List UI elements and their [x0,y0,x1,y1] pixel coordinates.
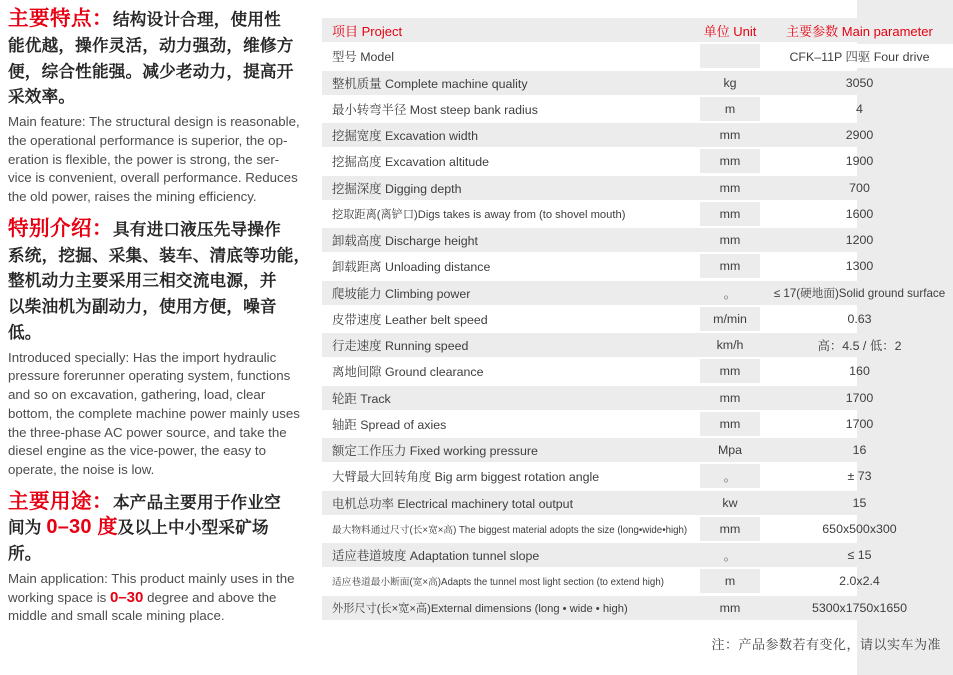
unit-cell: 。 [700,543,760,567]
english-paragraph: Main application: This product mainly uses in the working space is 0–30 degree and above the middle and small scale mining place. [8,571,295,624]
value-cell: ≤ 15 [847,548,872,562]
table-row [322,149,953,173]
project-cell: 卸载高度 Discharge height [332,234,478,248]
value-cell: 2900 [845,128,874,142]
unit-cell: m [700,569,760,593]
table-rows [322,18,953,620]
value-cell: 1300 [766,254,953,278]
table-row [322,543,953,567]
table-row [322,254,953,278]
value-cell: 2.0x2.4 [766,569,953,593]
section-heading: 主要用途： [8,489,113,513]
unit-cell: m/min [700,307,760,331]
unit-cell: kg [700,71,760,95]
highlight-text: 0–30 度 [46,516,118,539]
unit-cell: mm [700,517,760,541]
unit-cell: m [700,97,760,121]
project-cell: 离地间隙 Ground clearance [322,359,695,383]
table-row [322,569,953,593]
table-row [322,333,953,357]
project-cell: 卸载距离 Unloading distance [322,254,695,278]
table-row [322,307,953,331]
table-row [322,412,953,436]
project-cell: 外形尺寸(长×宽×高)External dimensions (long • wide • high) [332,602,628,615]
project-cell: 最小转弯半径 Most steep bank radius [322,97,695,121]
unit-cell: Mpa [700,438,760,462]
table-row [322,71,953,95]
table-row [322,123,953,147]
header-param: 主要参数 Main parameter [786,23,933,39]
unit-cell: mm [700,149,760,173]
unit-cell: mm [700,228,760,252]
footnote: 注：产品参数若有变化，请以实车为准 [711,637,941,652]
table-row [322,281,953,305]
unit-cell: 。 [700,464,760,488]
table-row [322,228,953,252]
unit-cell: mm [700,176,760,200]
unit-cell: mm [700,596,760,620]
table-row [322,386,953,410]
value-cell: 650x500x300 [766,517,953,541]
chinese-paragraph: 特别介绍：具有进口液压先导操作 系统，挖掘、采集、装车、清底等功能， 整机动力主要采用三相交流电源，并 以柴油机为副动力，使用方便，噪音 低。 [8,216,311,342]
features-panel [8,6,312,635]
project-cell: 电机总功率 Electrical machinery total output [332,496,574,511]
spec-table [322,0,953,675]
value-cell: 0.63 [766,307,953,331]
unit-cell: mm [700,254,760,278]
header-project: 项目 Project [332,23,403,39]
unit-cell: kw [700,491,760,515]
project-cell: 皮带速度 Leather belt speed [322,307,695,331]
unit-cell: mm [700,202,760,226]
value-cell: 高：4.5 / 低：2 [817,339,902,353]
section-heading: 主要特点： [8,7,113,30]
unit-cell: mm [700,386,760,410]
value-cell: ± 73 [766,464,953,488]
table-row [322,491,953,515]
feature-section [8,489,312,627]
value-cell: 160 [766,359,953,383]
value-cell: 1600 [766,202,953,226]
value-cell: CFK–11P 四驱 Four drive [766,44,953,68]
table-row [322,176,953,200]
project-cell: 适应巷道坡度 Adaptation tunnel slope [332,549,540,563]
value-cell: 5300x1750x1650 [811,600,908,615]
project-cell: 挖掘高度 Excavation altitude [322,149,695,173]
value-cell: 1700 [845,390,874,405]
project-cell: 整机质量 Complete machine quality [332,76,528,91]
english-paragraph: Introduced specially: Has the import hydraulic pressure forerunner operating system, functions and so on excavation, gathering, load, clear bottom, the complete machine power mainly uses the three-phase AC power source, and take the diesel engine as the vice-power, the easy to operate, the noise is low. [8,349,300,477]
feature-section [8,6,312,207]
value-cell: 3050 [845,75,874,90]
project-cell: 轮距 Track [332,391,391,406]
project-cell: 适应巷道最小断面(宽×高)Adapts the tunnel most light section (to extend high) [322,569,695,593]
project-cell: 大臂最大回转角度 Big arm biggest rotation angle [322,464,695,488]
section-heading: 特别介绍： [8,216,113,240]
unit-cell: km/h [700,333,760,357]
project-cell: 爬坡能力 Climbing power [332,286,471,301]
project-cell: 轴距 Spread of axies [322,412,695,436]
chinese-paragraph: 主要用途：本产品主要用于作业空 间为 0–30 度及以上中小型采矿场 所。 [8,489,281,564]
project-cell: 最大物料通过尺寸(长×宽×高) The biggest material adopts the size (long•wide•high) [322,517,695,541]
project-cell: 挖掘深度 Digging depth [332,181,462,196]
table-row [322,202,953,226]
header-unit: 单位 Unit [703,23,757,39]
table-row [322,438,953,462]
unit-cell: mm [700,359,760,383]
value-cell: 1200 [845,233,874,247]
unit-cell: mm [700,123,760,147]
value-cell: 16 [852,443,867,457]
highlight-text: 0–30 [110,588,144,606]
table-header-row [322,18,953,42]
value-cell: 700 [849,180,870,195]
value-cell: 1900 [766,149,953,173]
table-row [322,44,953,68]
project-cell: 型号 Model [322,44,695,68]
project-cell: 挖取距离(离铲口)Digs takes is away from (to shovel mouth) [322,202,695,226]
project-cell: 额定工作压力 Fixed working pressure [332,444,538,458]
feature-section [8,216,312,480]
table-row [322,97,953,121]
value-cell: 15 [852,495,867,510]
value-cell: ≤ 17(硬地面)Solid ground surface [773,286,946,300]
project-cell: 挖掘宽度 Excavation width [332,129,478,143]
chinese-paragraph: 主要特点：结构设计合理，使用性 能优越，操作灵活，动力强劲，维修方 便，综合性能强。减少老动力，提高开 采效率。 [8,7,294,107]
table-row [322,517,953,541]
project-cell: 行走速度 Running speed [332,339,469,353]
english-paragraph: Main feature: The structural design is reasonable, the operational performance is superior, the op- eration is flexible, the power is strong, the ser- vice is convenient, overall performance. Reduces the old power, raises the mining efficiency. [8,114,300,204]
table-row [322,464,953,488]
unit-cell: mm [700,412,760,436]
value-cell: 4 [766,97,953,121]
unit-cell [700,44,760,68]
table-row [322,596,953,620]
table-row [322,359,953,383]
value-cell: 1700 [766,412,953,436]
unit-cell: 。 [700,281,760,305]
